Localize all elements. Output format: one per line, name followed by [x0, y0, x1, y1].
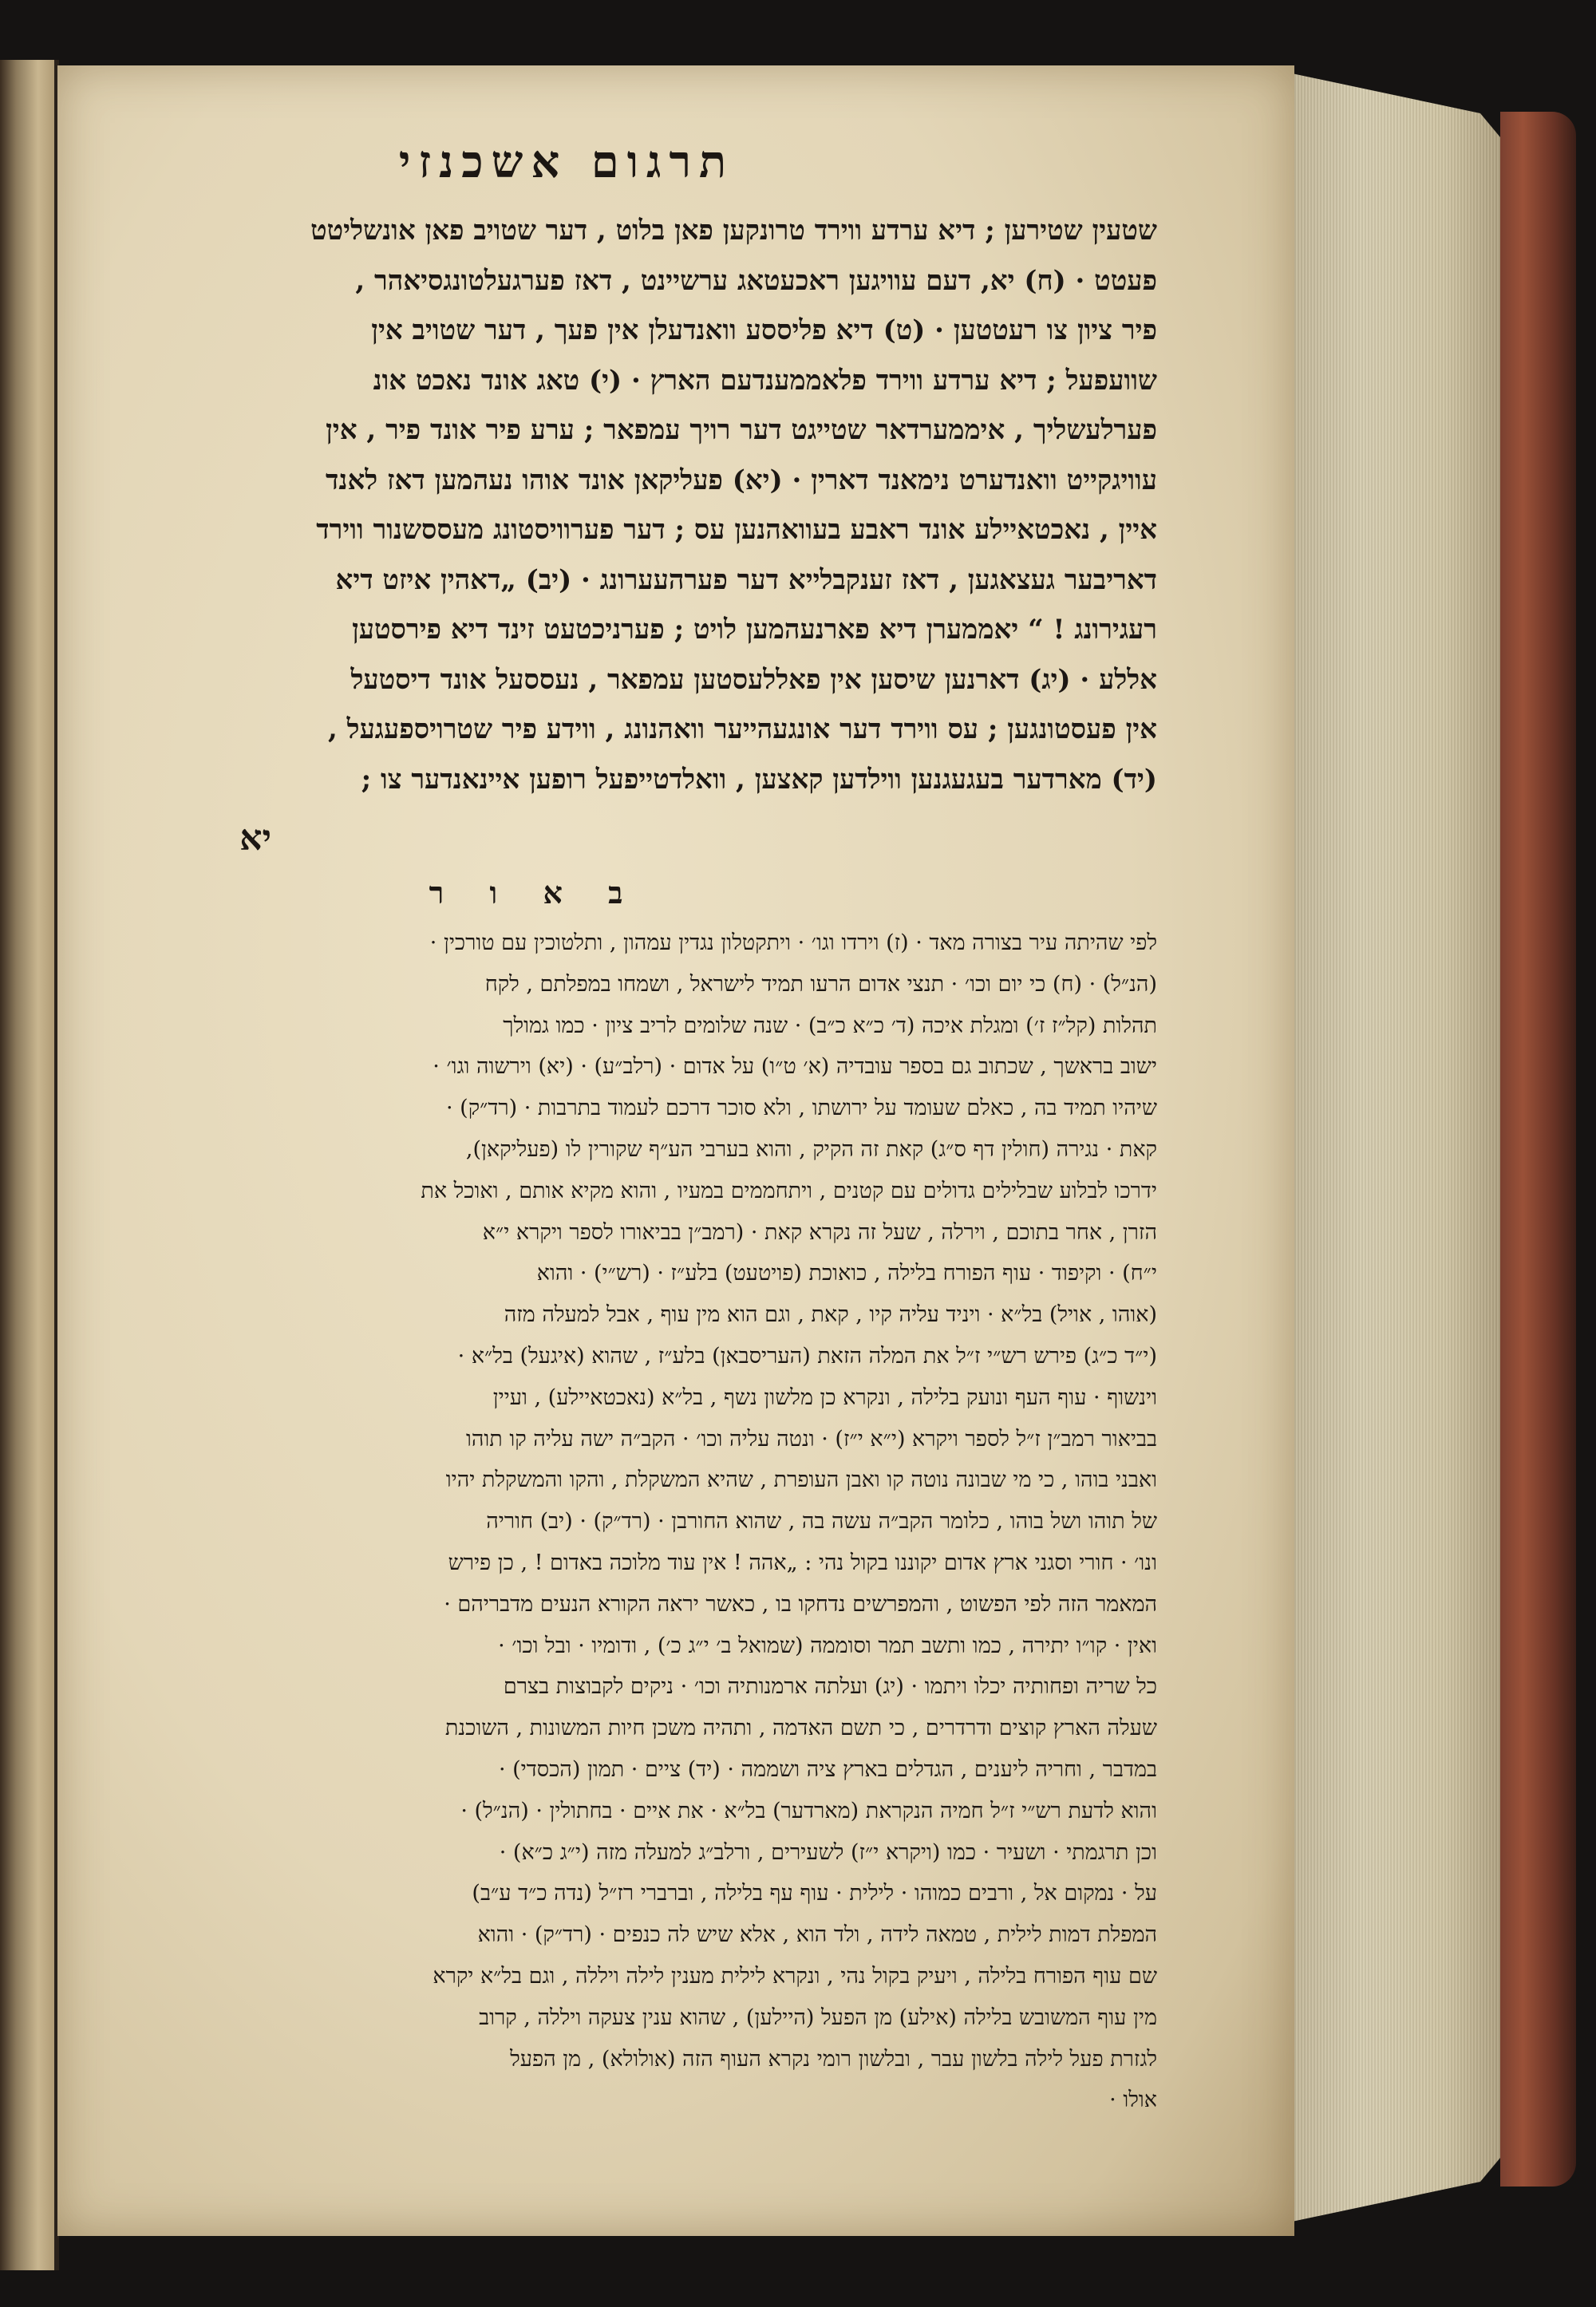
commentary-line: והוא לדעת רש״י ז״ל חמיה הנקראת (מארדער) בל״א · את איים · בחתולין · (הנ״ל) ·: [460, 1798, 1157, 1823]
commentary-line: שעלה הארץ קוצים ודרדרים , כי תשם האדמה , ותהיה משכן חיות המשונות , השוכנת: [444, 1716, 1157, 1741]
commentary-end: אולו ·: [1109, 2088, 1157, 2113]
commentary-line: ידרכו לבלוע שבלילים גדולים עם קטנים , ויתחממים במעיו , והוא מקיא אותם , ואוכל את: [421, 1178, 1157, 1203]
main-line: אין פעסטונגען ; עס ווירד דער אונגעהייער וואהנונג , ווידע פיר שטרויספעגעל ,: [327, 713, 1157, 745]
commentary-line: שיהיו תמיד בה , כאלם שעומד על ירושתו , ולא סוכר דרכם לעמוד בתרבות · (רד״ק) ·: [446, 1096, 1157, 1121]
commentary-line: המפלת דמות לילית , טמאה לידה , ולד הוא , אלא שיש לה כנפים · (רד״ק) · והוא: [477, 1922, 1157, 1948]
commentary-line: ואבני בוהו , כי מי שבונה נוטה קו ואבן העופרת , שהיא המשקלת , והקו והמשקלת יהיו: [445, 1468, 1157, 1493]
commentary-line: לגזרת פעל לילה בלשון עבר , ובלשון רומי נקרא העוף הזה (אולולא) , מן הפעל: [510, 2046, 1157, 2072]
commentary-text: [72, 922, 1157, 2121]
main-line: רעגירונג ! “ יאממערן דיא פארנעהמען לויט ; פערניכטעט זינד דיא פירסטען: [352, 614, 1157, 646]
left-page-fragment: [0, 60, 59, 2270]
commentary-line: מין עוף המשובש בלילה (אילע) מן הפעל (היילען) , שהוא ענין צעקה ויללה , קרוב: [479, 2005, 1157, 2030]
commentary-heading: ב א ו ר: [429, 875, 641, 911]
main-line: אללע · (יג) דארנען שיסען אין פאללעסטען עמפאר , נעססעל אונד דיסטעל: [350, 663, 1157, 696]
main-text: [72, 206, 1157, 804]
commentary-line: (י״ד כ״ג) פירש רש״י ז״ל את המלה הזאת (העריסבאן) בלע״ז , שהוא (איגעל) בל״א ·: [457, 1343, 1157, 1369]
page-title: תרגום אשכנזי: [398, 136, 735, 188]
commentary-line: על · נמקום אל , ורבים כמוהו · לילית · עוף עף בלילה , וברברי רז״ל (נדה כ״ד ע״ב): [472, 1881, 1157, 1906]
catchword: יא: [239, 818, 271, 859]
commentary-line: ואין · קו״ו יתירה , כמו ותשב תמר וסוממה (שמואל ב׳ י״ג כ׳) , ודומיו · ובל וכו׳ ·: [498, 1633, 1157, 1658]
main-line: איין , נאכטאיילע אונד ראבע בעוואהנען עס ; דער פערוויסטונג מעססשנור ווירד: [316, 514, 1157, 546]
commentary-line: כל שריה ופחותיה יכלו ויתמו · (יג) ועלתה ארמנותיה וכו׳ · ניקים לקבוצות בצרם: [503, 1674, 1157, 1700]
book-cover-edge: [1500, 112, 1576, 2187]
commentary-line: שם עוף הפורח בלילה , ויעיק בקול נהי , ונקרא לילית מענין לילה ויללה , וגם בל״א יקרא: [433, 1963, 1157, 1989]
commentary-line: לפי שהיתה עיר בצורה מאד · (ז) וירדו וגו׳ · ויתקטלון נגדין עמהון , ותלטוכין עם טורכין ·: [429, 930, 1157, 955]
main-line: עוויגקייט וואנדערט נימאנד דארין · (יא) פעליקאן אונד אוהו נעהמען דאז לאנד: [326, 464, 1157, 496]
main-line: פיר ציון צו רעטטען · (ט) דיא פליססע וואנדעלן אין פעך , דער שטויב אין: [371, 314, 1157, 346]
commentary-line: י״ח) · וקיפוד · עוף הפורח בלילה , כואוכת (פויטעט) בלע״ז · (רש״י) · והוא: [536, 1261, 1157, 1286]
commentary-line: של תוהו ושל בוהו , כלומר הקב״ה עשה בה , שהוא החורבן · (רד״ק) · (יב) חוריה: [486, 1509, 1157, 1535]
main-line: פעטט · (ח) יא, דעם עוויגען ראכעטאג ערשיינט , דאז פערגעלטונגסיאהר ,: [355, 264, 1157, 297]
commentary-line: תהלות (קל״ז ז׳) ומגלת איכה (ד׳ כ״א כ״ב) · שנה שלומים לריב ציון · כמו גמולך: [503, 1013, 1157, 1038]
commentary-line: וכן תרגמתי · ושעיר · כמו (ויקרא י״ז) לשעירים , ורלב״ג למעלה מזה (י״ג כ״א) ·: [499, 1839, 1157, 1865]
commentary-line: ונו׳ · חורי וסגני ארץ אדום יקוננו בקול נהי : „אהה ! אין עוד מלוכה באדום ! , כן פירש: [448, 1550, 1157, 1575]
commentary-line: בביאור רמב״ן ז״ל לספר ויקרא (י״א י״ז) · ונטה עליה וכו׳ · הקב״ה ישה עליה קו תוהו: [465, 1426, 1157, 1452]
commentary-line: קאת · נגירה (חולין דף ס״ג) קאת זה הקיק , והוא בערבי הע״ף שקורין לו (פעליקאן),: [465, 1136, 1157, 1162]
commentary-line: ישוב בראשך , שכתוב גם בספר עובדיה (א׳ ט״ו) על אדום · (רלב״ע) · (יא) וירשוה וגו׳ ·: [433, 1054, 1157, 1080]
commentary-line: (אוהו , אויל) בל״א · ויניד עליה קיו , קאת , וגם הוא מין עוף , אבל למעלה מזה: [504, 1302, 1157, 1328]
page-edges: [1277, 70, 1516, 2225]
main-line: שוועפעל ; דיא ערדע ווירד פלאממענדעם הארץ · (י) טאג אונד נאכט אונ: [373, 364, 1157, 397]
commentary-line: הזרן , אחר בתוכם , וירלה , שעל זה נקרא קאת · (רמב״ן בביאורו לספר ויקרא י״א: [482, 1219, 1157, 1245]
page-text: [72, 136, 1157, 2121]
main-line: פערלעשליך , איממערדאר שטייגט דער רויך עמפאר ; ערע פיר אונד פיר , אין: [326, 414, 1157, 446]
commentary-line: במדבר , וחריה ליענים , הגדלים בארץ ציה ושממה · (יד) ציים · תמון (הכסדי) ·: [498, 1756, 1157, 1782]
main-line: (יד) מארדער בעגעגנען ווילדען קאצען , וואלדטייפעל רופען איינאנדער צו ;: [361, 763, 1157, 796]
main-line: דאריבער געצאגען , דאז זענקבלייא דער פערהעערונג · (יב) „דאהין איזט דיא: [335, 563, 1157, 596]
commentary-line: (הנ״ל) · (ח) כי יום וכו׳ · תנצי אדום הרעו תמיד לישראל , ושמחו במפלתם , לקח: [484, 971, 1157, 997]
commentary-line: המאמר הזה לפי הפשוט , והמפרשים נדחקו בו , כאשר יראה הקורא הנעים מדבריהם ·: [444, 1591, 1157, 1617]
commentary-line: וינשוף · עוף העף ונועק בלילה , ונקרא כן מלשון נשף , בל״א (נאכטאיילע) , ועיין: [492, 1385, 1157, 1410]
main-line: שטעין שטירען ; דיא ערדע ווירד טרונקען פאן בלוט , דער שטויב פאן אונשליטט: [310, 215, 1157, 247]
